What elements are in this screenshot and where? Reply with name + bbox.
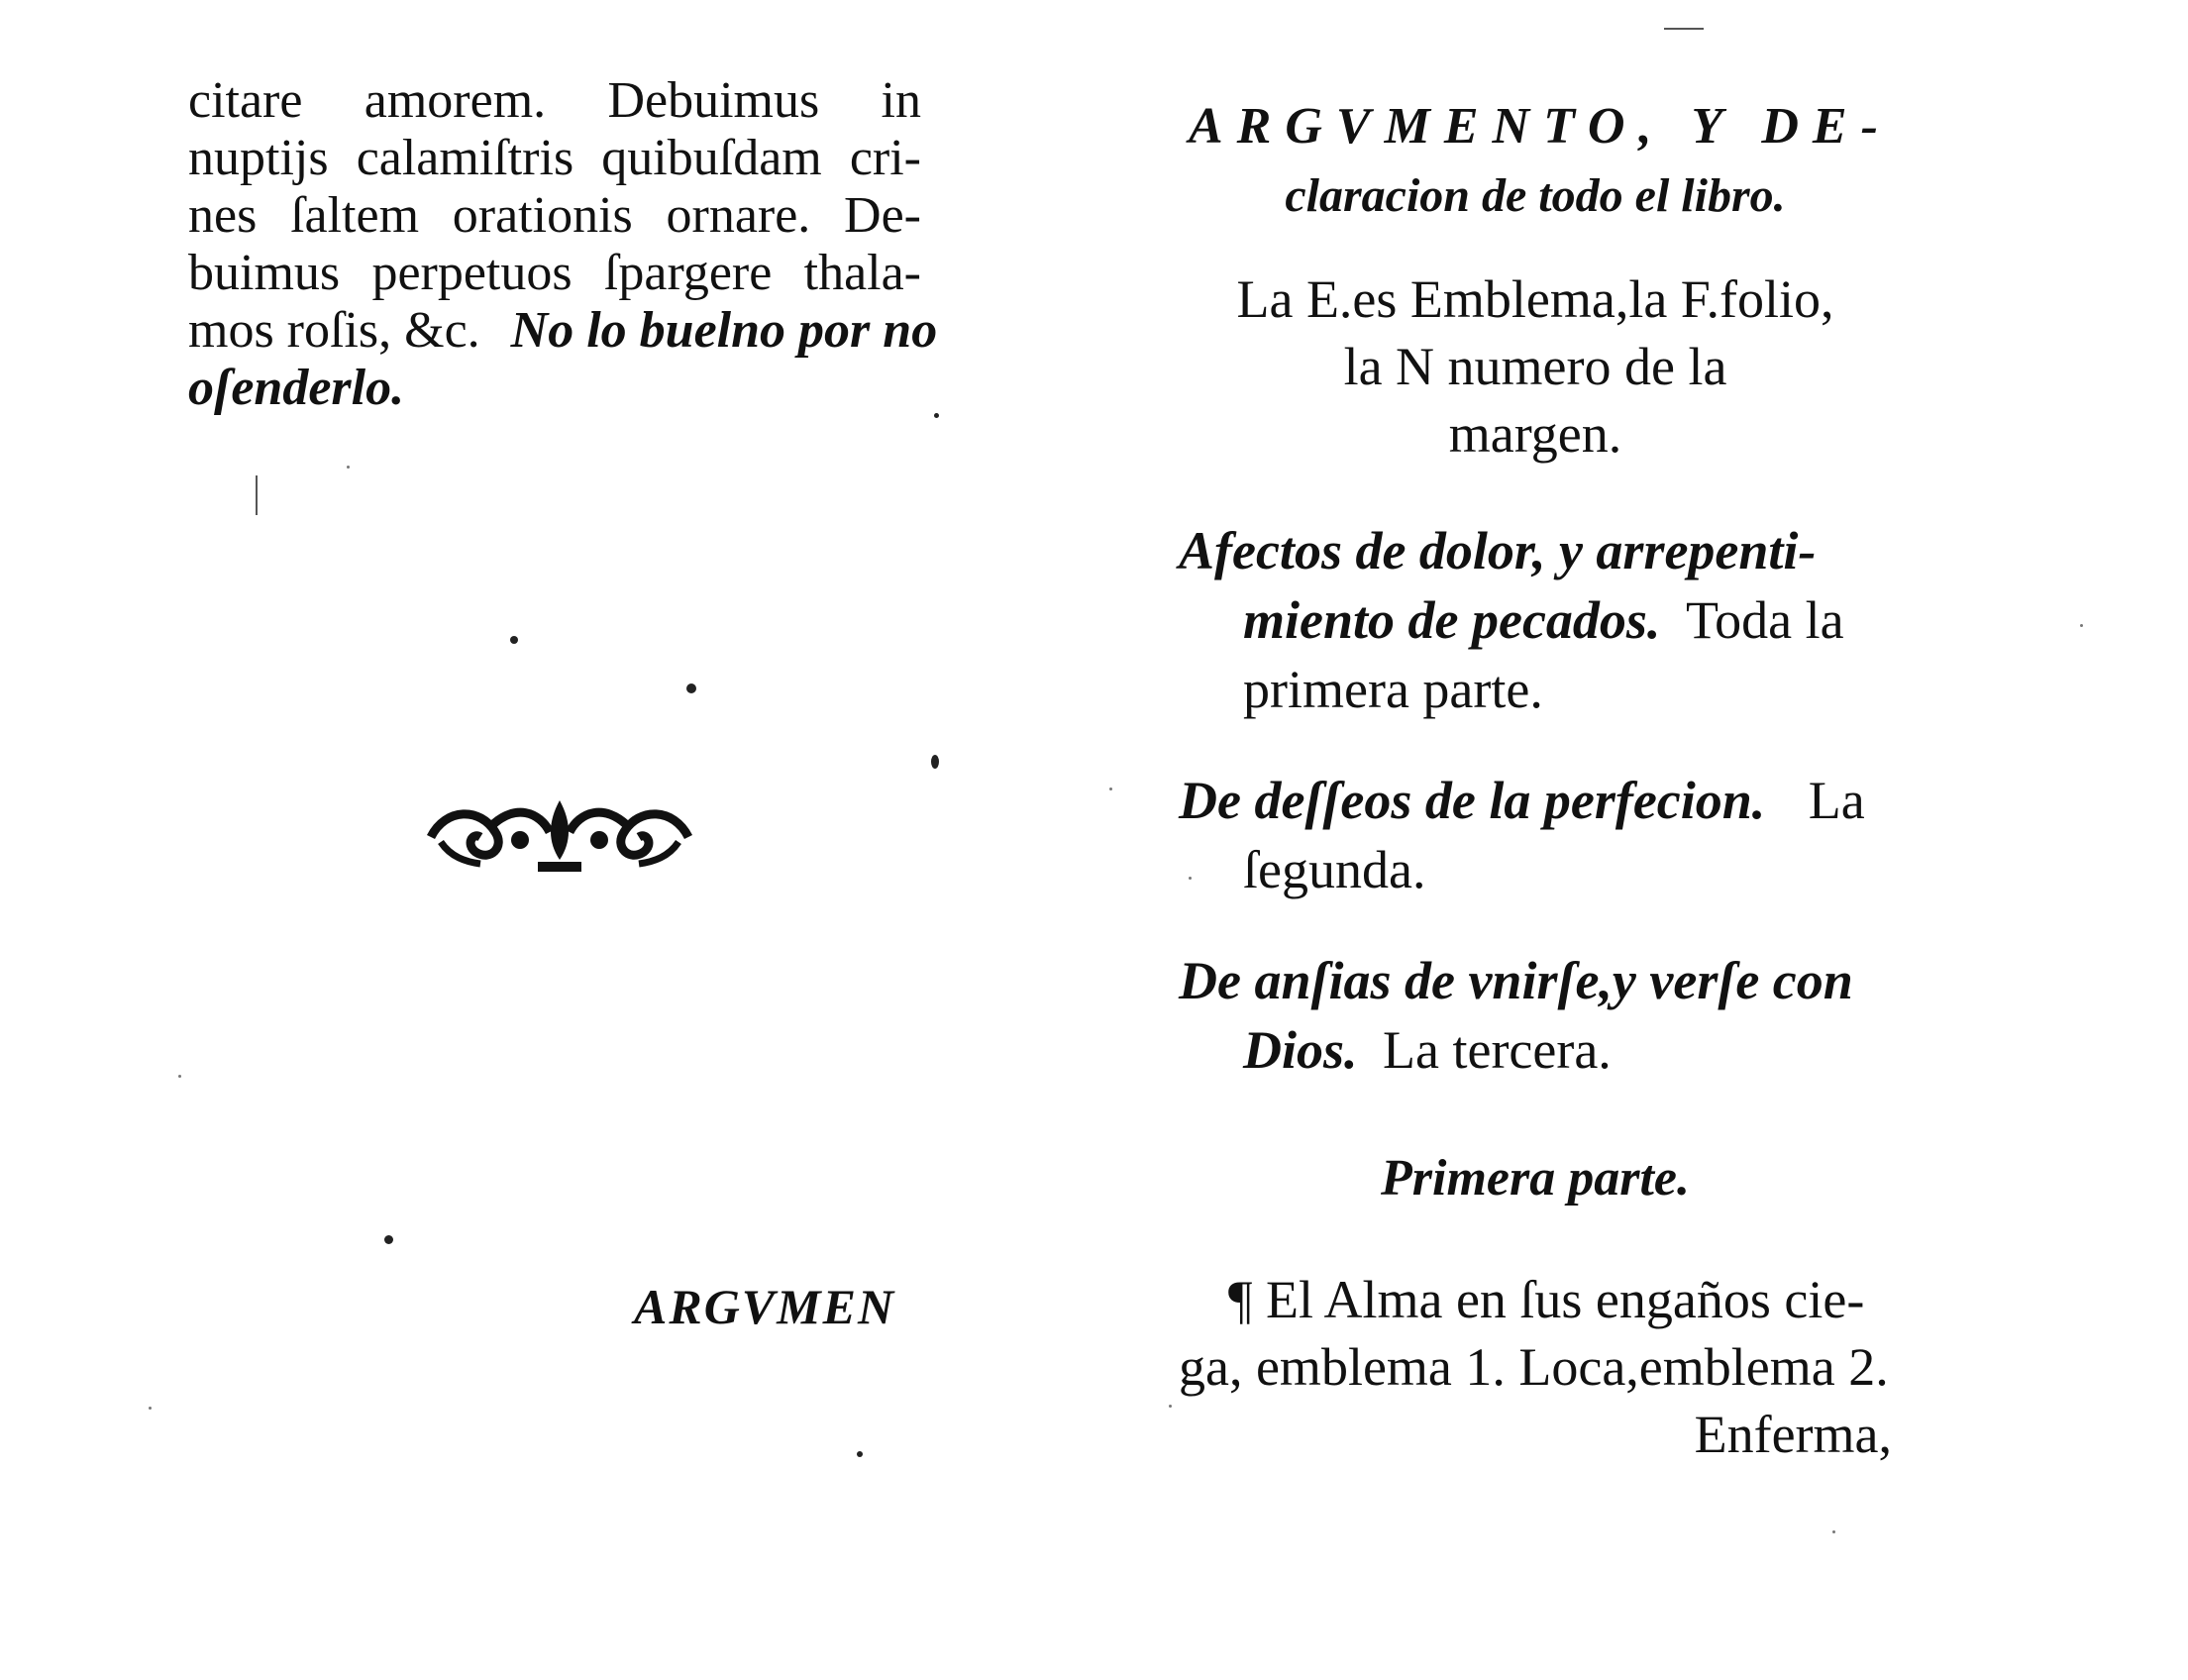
fleuron-ornament-icon <box>421 783 698 882</box>
section-heading: Primera parte. <box>1381 1150 1690 1207</box>
text-line-italic: Afectos de dolor, y arrepenti- <box>1179 521 1817 580</box>
text-line: buimus perpetuos ſpargere thala- <box>188 245 921 301</box>
speck <box>149 1407 152 1410</box>
speck <box>510 636 518 644</box>
text-line-mixed <box>1243 588 1844 652</box>
text-italic: miento de pecados. <box>1243 590 1661 650</box>
speck <box>1664 28 1704 30</box>
text-line: ſegunda. <box>1243 840 1426 899</box>
text-line: Enferma, <box>1694 1405 1892 1464</box>
speck <box>1832 1530 1835 1533</box>
speck <box>1169 1405 1172 1408</box>
speck <box>857 1451 863 1457</box>
text-line: ga, emblema 1. Loca,emblema 2. <box>1179 1337 1889 1397</box>
speck <box>931 755 939 769</box>
text-line: La E.es Emblema,la F.folio, <box>1236 269 1834 329</box>
speck <box>384 1235 393 1244</box>
text-roman: La tercera. <box>1383 1020 1612 1080</box>
text-line: primera parte. <box>1243 660 1543 719</box>
speck <box>1109 788 1112 790</box>
text-roman: Toda la <box>1685 590 1844 650</box>
text-roman: La <box>1808 771 1865 830</box>
text-line: la N numero de la <box>1343 337 1727 396</box>
text-line-mixed <box>1179 769 1865 832</box>
speck <box>934 413 939 418</box>
speck <box>178 1075 181 1078</box>
heading-subtitle: claracion de todo el libro. <box>1285 169 1786 222</box>
speck <box>1189 877 1192 880</box>
text-italic: De deſſeos de la perfecion. <box>1179 771 1766 830</box>
text-line-mixed <box>1243 1018 1612 1082</box>
text-line: ¶ El Alma en ſus engaños cie- <box>1228 1270 1865 1329</box>
text-italic: Dios. <box>1243 1020 1358 1080</box>
text-line: nes ſaltem orationis ornare. De- <box>188 187 921 244</box>
text-line: margen. <box>1448 404 1622 464</box>
text-line: citare amorem. Debuimus in <box>188 72 921 129</box>
text-line: nuptijs calamiſtris quibuſdam cri- <box>188 130 921 186</box>
speck <box>256 475 258 515</box>
speck <box>347 466 350 469</box>
speck <box>686 683 696 693</box>
heading-title: ARGVMENTO, Y DE- <box>1189 98 1892 155</box>
text-line-mixed <box>188 301 938 361</box>
text-line-italic: oſenderlo. <box>188 360 405 416</box>
text-roman: mos roſis, &c. <box>188 302 480 359</box>
catchword: ARGVMEN <box>634 1279 896 1334</box>
text-line-italic: De anſias de vnirſe,y verſe con <box>1179 951 1853 1010</box>
text-italic: No lo buelno por no <box>510 302 938 359</box>
speck <box>2080 624 2083 627</box>
